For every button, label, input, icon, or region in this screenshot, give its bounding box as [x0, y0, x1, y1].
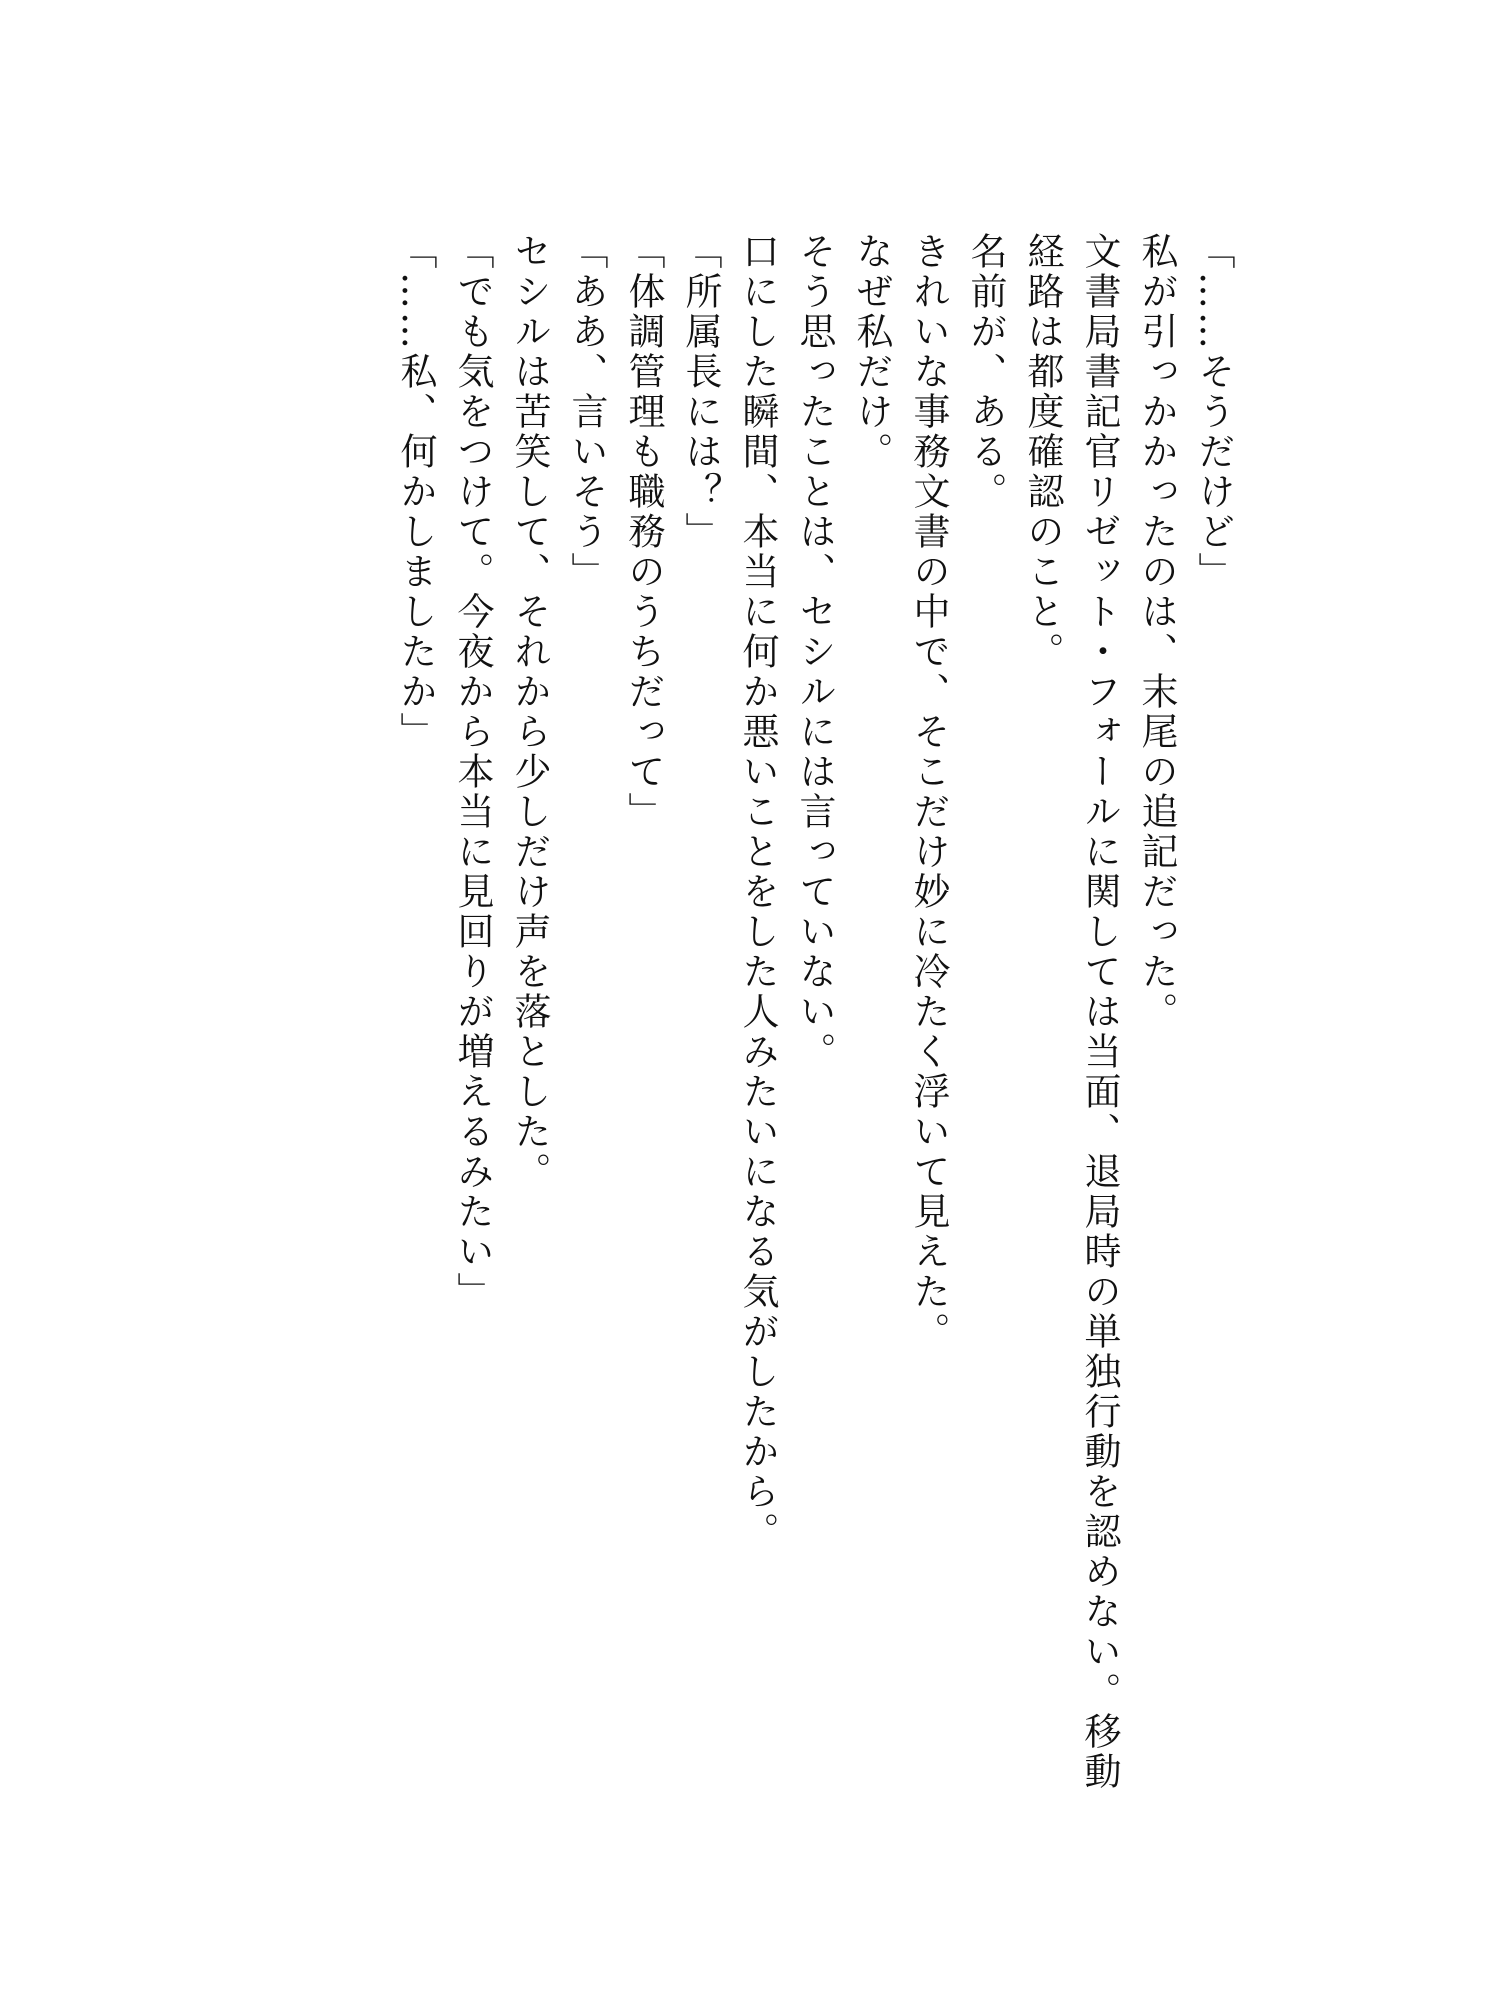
text-line: 「でも気をつけて。今夜から本当に見回りが増えるみたい」 [451, 232, 494, 1312]
text-line: 口にした瞬間、本当に何か悪いことをした人みたいになる気がしたから。 [736, 232, 779, 1552]
text-line: なぜ私だけ。 [850, 232, 893, 472]
text-line: 私が引っかかったのは、末尾の追記だった。 [1135, 232, 1178, 1032]
text-line: 「ああ、言いそう」 [565, 232, 608, 592]
text-line: 「……そうだけど」 [1192, 232, 1235, 592]
text-line: 文書局書記官リゼット・フォールに関しては当面、退局時の単独行動を認めない。移動経路は都度確認のこと。 [1021, 232, 1121, 1792]
text-line: 「……私、何かしましたか」 [394, 232, 437, 752]
text-line: きれいな事務文書の中で、そこだけ妙に冷たく浮いて見えた。 [907, 232, 950, 1352]
text-line: 名前が、ある。 [964, 232, 1007, 512]
text-line: そう思ったことは、セシルには言っていない。 [793, 232, 836, 1072]
text-line: 「体調管理も職務のうちだって」 [622, 232, 665, 832]
text-line: 「所属長には？」 [679, 232, 722, 552]
text-line: セシルは苦笑して、それから少しだけ声を落とした。 [508, 232, 551, 1192]
vertical-text-body [387, 232, 1242, 1792]
